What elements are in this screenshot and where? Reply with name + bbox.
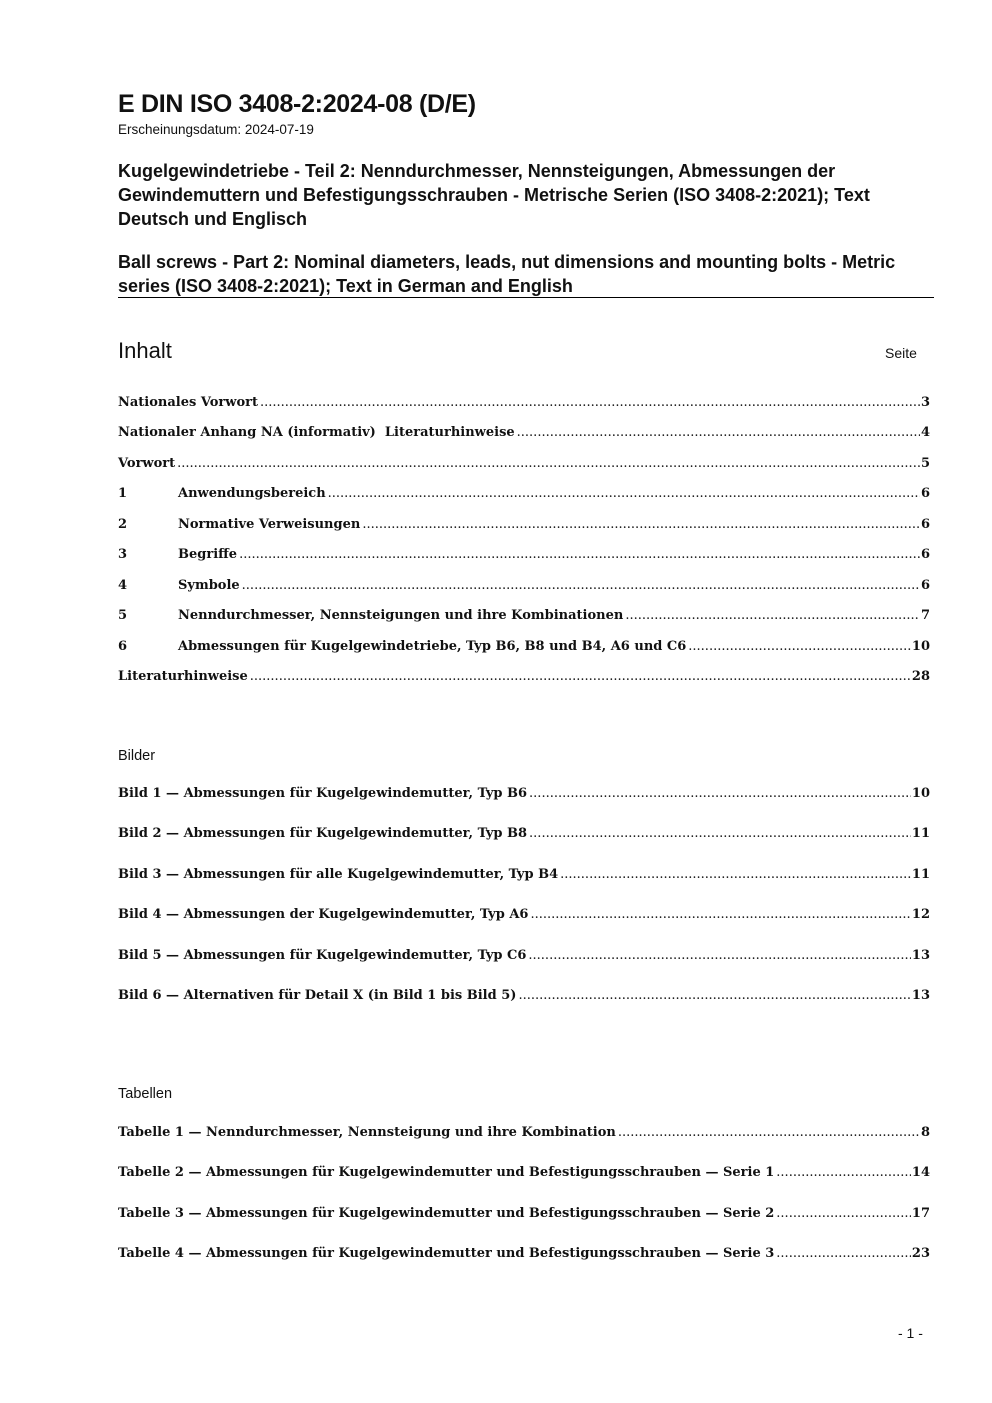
toc-entry-text: Abmessungen für Kugelgewindetriebe, Typ B6, B8 und B4, A6 und C6: [178, 639, 687, 654]
toc-entry-text: Literaturhinweise: [118, 669, 248, 684]
title-german: Kugelgewindetriebe - Teil 2: Nenndurchmesser, Nennsteigungen, Abmessungen der Gewindemuttern und Befestigungsschrauben - Metrische Serien (ISO 3408-2:2021); Text Deutsch und Englisch: [118, 161, 870, 229]
dot-leader: [776, 1206, 911, 1221]
toc-entry[interactable]: [118, 547, 930, 567]
toc-entry[interactable]: [118, 578, 930, 598]
figure-entry-page: 13: [911, 988, 930, 1003]
dot-leader: [260, 395, 920, 410]
toc-entry[interactable]: [118, 608, 930, 628]
figure-entry[interactable]: [118, 867, 930, 887]
toc-entry-text: Begriffe: [178, 547, 238, 562]
figure-entry-text: Bild 3 — Abmessungen für alle Kugelgewindemutter, Typ B4: [118, 867, 559, 882]
toc-entry[interactable]: [118, 425, 930, 445]
table-entry-text: Tabelle 4 — Abmessungen für Kugelgewindemutter und Befestigungsschrauben — Serie 3: [118, 1246, 775, 1261]
document-title: E DIN ISO 3408-2:2024-08 (D/E): [118, 90, 476, 118]
toc-entry-page: 5: [920, 456, 930, 471]
figure-entry-page: 12: [911, 907, 930, 922]
page-column-label: Seite: [885, 345, 917, 361]
table-entry[interactable]: [118, 1246, 930, 1266]
dot-leader: [528, 948, 911, 963]
table-entry-page: 23: [911, 1246, 930, 1261]
figure-entry[interactable]: [118, 786, 930, 806]
title-english: Ball screws - Part 2: Nominal diameters, leads, nut dimensions and mounting bolts - Metric series (ISO 3408-2:2021); Text in German and English: [118, 252, 896, 296]
figures-heading: Bilder: [118, 748, 156, 764]
dot-leader: [328, 486, 920, 501]
dot-leader: [242, 578, 920, 593]
table-entry-text: Tabelle 2 — Abmessungen für Kugelgewindemutter und Befestigungsschrauben — Serie 1: [118, 1165, 775, 1180]
dot-leader: [625, 608, 920, 623]
tables-heading: Tabellen: [118, 1086, 173, 1102]
toc-entry[interactable]: [118, 456, 930, 476]
toc-entry[interactable]: [118, 395, 930, 415]
toc-entry-page: 10: [911, 639, 930, 654]
toc-entry-page: 28: [911, 669, 930, 684]
toc-entry-page: 7: [920, 608, 930, 623]
figure-entry[interactable]: [118, 988, 930, 1008]
toc-entry-number: 2: [118, 517, 128, 532]
dot-leader: [517, 425, 920, 440]
toc-entry-text: Vorwort: [118, 456, 176, 471]
contents-heading: Inhalt: [118, 338, 172, 363]
title-divider: [118, 297, 934, 298]
dot-leader: [518, 988, 910, 1003]
figure-entry-text: Bild 1 — Abmessungen für Kugelgewindemutter, Typ B6: [118, 786, 528, 801]
toc-entry-page: 4: [920, 425, 930, 440]
table-entry-text: Tabelle 3 — Abmessungen für Kugelgewindemutter und Befestigungsschrauben — Serie 2: [118, 1206, 775, 1221]
dot-leader: [529, 786, 911, 801]
dot-leader: [529, 826, 911, 841]
figure-entry-page: 11: [911, 826, 930, 841]
figure-entry[interactable]: [118, 826, 930, 846]
table-entry[interactable]: [118, 1165, 930, 1185]
figure-entry-text: Bild 2 — Abmessungen für Kugelgewindemutter, Typ B8: [118, 826, 528, 841]
figure-entry-text: Bild 5 — Abmessungen für Kugelgewindemutter, Typ C6: [118, 948, 527, 963]
toc-entry-number: 5: [118, 608, 128, 623]
table-entry-text: Tabelle 1 — Nenndurchmesser, Nennsteigung und ihre Kombination: [118, 1125, 616, 1140]
dot-leader: [688, 639, 911, 654]
table-entry-page: 17: [911, 1206, 930, 1221]
toc-entry-text: Nationales Vorwort: [118, 395, 258, 410]
toc-entry-page: 3: [920, 395, 930, 410]
dot-leader: [618, 1125, 920, 1140]
toc-entry[interactable]: [118, 669, 930, 689]
toc-entry[interactable]: [118, 639, 930, 659]
publication-date: Erscheinungsdatum: 2024-07-19: [118, 122, 314, 137]
figure-entry-page: 11: [911, 867, 930, 882]
table-entry-page: 14: [911, 1165, 930, 1180]
figure-entry-page: 13: [911, 948, 930, 963]
dot-leader: [362, 517, 920, 532]
toc-entry-number: 4: [118, 578, 128, 593]
figure-entry[interactable]: [118, 948, 930, 968]
toc-entry-text: Normative Verweisungen: [178, 517, 361, 532]
page-number: - 1 -: [898, 1325, 923, 1341]
dot-leader: [177, 456, 920, 471]
toc-entry-page: 6: [920, 517, 930, 532]
table-entry[interactable]: [118, 1206, 930, 1226]
figure-entry-text: Bild 6 — Alternativen für Detail X (in Bild 1 bis Bild 5): [118, 988, 517, 1003]
toc-entry-number: 6: [118, 639, 128, 654]
toc-entry-page: 6: [920, 547, 930, 562]
figure-entry-text: Bild 4 — Abmessungen der Kugelgewindemutter, Typ A6: [118, 907, 529, 922]
dot-leader: [239, 547, 920, 562]
table-entry[interactable]: [118, 1125, 930, 1145]
dot-leader: [776, 1246, 911, 1261]
toc-entry-page: 6: [920, 486, 930, 501]
dot-leader: [530, 907, 910, 922]
toc-entry[interactable]: [118, 486, 930, 506]
toc-entry-page: 6: [920, 578, 930, 593]
dot-leader: [560, 867, 911, 882]
toc-entry-text: Nenndurchmesser, Nennsteigungen und ihre Kombinationen: [178, 608, 624, 623]
figure-entry[interactable]: [118, 907, 930, 927]
toc-entry-text: Symbole: [178, 578, 240, 593]
toc-entry-number: 1: [118, 486, 128, 501]
figure-entry-page: 10: [911, 786, 930, 801]
toc-entry-text: Nationaler Anhang NA (informativ) Literaturhinweise: [118, 425, 515, 440]
dot-leader: [250, 669, 911, 684]
dot-leader: [776, 1165, 911, 1180]
toc-entry-number: 3: [118, 547, 128, 562]
toc-entry[interactable]: [118, 517, 930, 537]
table-entry-page: 8: [920, 1125, 930, 1140]
toc-entry-text: Anwendungsbereich: [178, 486, 326, 501]
